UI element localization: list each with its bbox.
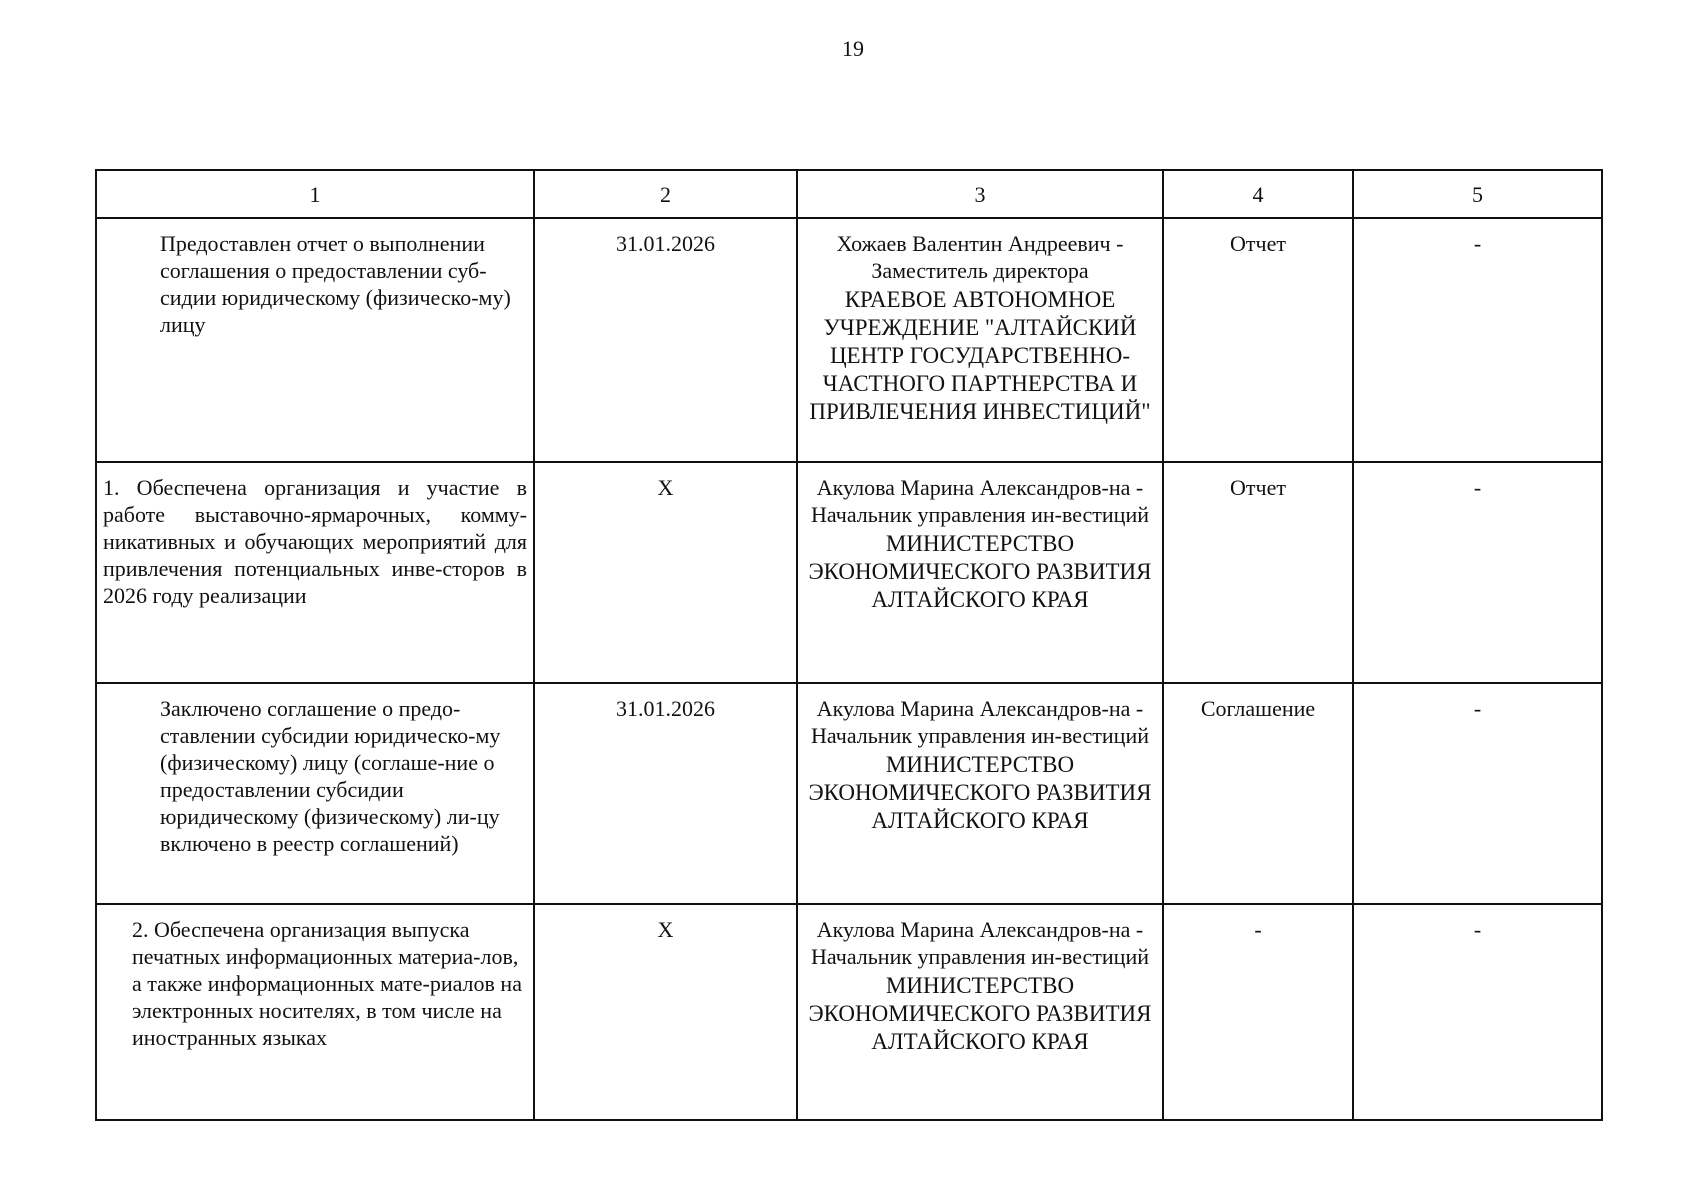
column5-value: - — [1473, 696, 1482, 721]
table-row — [96, 218, 1602, 462]
plan-table — [95, 169, 1603, 1121]
column-header: 4 — [1163, 170, 1353, 218]
responsible-cell — [797, 218, 1163, 462]
responsible-cell — [797, 904, 1163, 1120]
responsible-person: Акулова Марина Александров-на - Начальник управления ин-вестиций — [810, 475, 1149, 527]
event-description: Заключено соглашение о предо-ставлении субсидии юридическо-му (физическому) лицу (соглаше-ние о предоставлении субсидии юридическому (физическому) ли-цу включено в реестр соглашений) — [160, 696, 501, 856]
column5-cell — [1353, 218, 1602, 462]
document-type: Соглашение — [1200, 696, 1316, 721]
column5-cell — [1353, 462, 1602, 683]
document-type: Отчет — [1230, 231, 1286, 256]
column-header: 5 — [1353, 170, 1602, 218]
column5-value: - — [1473, 475, 1482, 500]
date-cell — [534, 218, 797, 462]
document-type: Отчет — [1230, 475, 1286, 500]
event-description-cell — [96, 683, 534, 904]
responsible-cell — [797, 462, 1163, 683]
table-row — [96, 683, 1602, 904]
table-header-row — [96, 170, 1602, 218]
document-type-cell — [1163, 683, 1353, 904]
column5-value: - — [1473, 231, 1482, 256]
event-description: 2. Обеспечена организация выпуска печатных информационных материа-лов, а также информационных мате-риалов на электронных носителях, в том числе на иностранных языках — [132, 917, 522, 1050]
event-description: Предоставлен отчет о выполнении соглашения о предоставлении суб-сидии юридическому (физическо-му) лицу — [160, 231, 511, 337]
responsible-organization: МИНИСТЕРСТВО ЭКОНОМИЧЕСКОГО РАЗВИТИЯ АЛТАЙСКОГО КРАЯ — [808, 531, 1152, 612]
date-cell — [534, 904, 797, 1120]
column-header: 3 — [797, 170, 1163, 218]
event-description-cell — [96, 462, 534, 683]
deadline-date: 31.01.2026 — [616, 231, 715, 256]
event-description-cell — [96, 218, 534, 462]
document-type-cell — [1163, 462, 1353, 683]
column5-value: - — [1473, 917, 1482, 942]
responsible-person: Акулова Марина Александров-на - Начальник управления ин-вестиций — [810, 917, 1149, 969]
column5-cell — [1353, 904, 1602, 1120]
event-description-cell — [96, 904, 534, 1120]
page-number: 19 — [842, 36, 864, 61]
table-row — [96, 462, 1602, 683]
document-type-cell — [1163, 218, 1353, 462]
column-header: 1 — [96, 170, 534, 218]
responsible-person: Акулова Марина Александров-на - Начальник управления ин-вестиций — [810, 696, 1149, 748]
responsible-organization: МИНИСТЕРСТВО ЭКОНОМИЧЕСКОГО РАЗВИТИЯ АЛТАЙСКОГО КРАЯ — [808, 973, 1152, 1054]
deadline-date: X — [657, 475, 674, 500]
column-header: 2 — [534, 170, 797, 218]
responsible-organization: МИНИСТЕРСТВО ЭКОНОМИЧЕСКОГО РАЗВИТИЯ АЛТАЙСКОГО КРАЯ — [808, 752, 1152, 833]
deadline-date: X — [657, 917, 674, 942]
column5-cell — [1353, 683, 1602, 904]
deadline-date: 31.01.2026 — [616, 696, 715, 721]
responsible-cell — [797, 683, 1163, 904]
event-description: 1. Обеспечена организация и участие в работе выставочно-ярмарочных, комму-никативных и обучающих мероприятий для привлечения потенциальных инве-сторов в 2026 году реализации — [103, 475, 527, 608]
date-cell — [534, 683, 797, 904]
date-cell — [534, 462, 797, 683]
table-row — [96, 904, 1602, 1120]
document-type: - — [1254, 917, 1262, 942]
responsible-person: Хожаев Валентин Андреевич - Заместитель директора — [836, 231, 1124, 283]
document-type-cell — [1163, 904, 1353, 1120]
responsible-organization: КРАЕВОЕ АВТОНОМНОЕ УЧРЕЖДЕНИЕ "АЛТАЙСКИЙ ЦЕНТР ГОСУДАРСТВЕННО-ЧАСТНОГО ПАРТНЕРСТВА И ПРИВЛЕЧЕНИЯ ИНВЕСТИЦИЙ" — [809, 287, 1151, 424]
